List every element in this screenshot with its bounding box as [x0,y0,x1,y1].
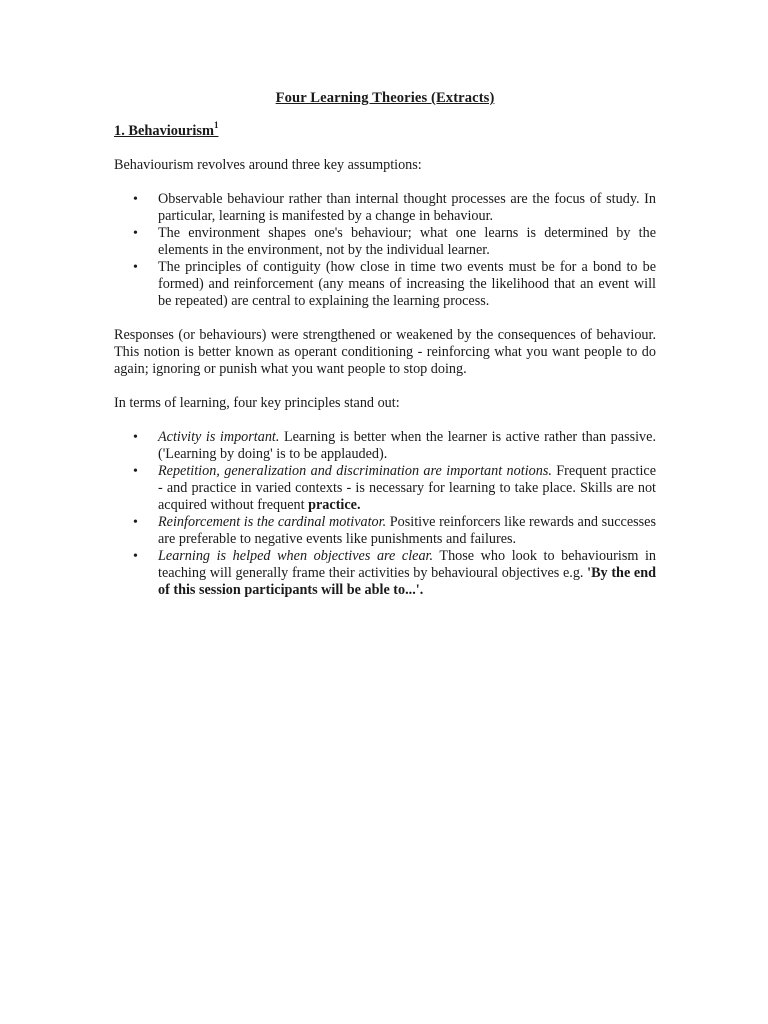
bullet-icon: • [133,515,138,530]
principle-lead: Learning is helped when objectives are clear. [158,548,434,564]
bullet-icon: • [133,464,138,479]
bullet-icon: • [133,549,138,564]
assumptions-intro: Behaviourism revolves around three key assumptions: [114,157,422,173]
bullet-icon: • [133,192,138,207]
footnote-marker: 1 [213,120,219,131]
principles-list [114,429,656,599]
principle-text: Frequent practice - and practice in varied contexts - is necessary for learning to take place. Skills are not acquired without frequent [158,463,656,513]
document-title: Four Learning Theories (Extracts) [275,90,495,106]
list-item [114,225,656,259]
principle-text: Learning is better when the learner is active rather than passive. ('Learning by doing' is to be applauded). [158,429,656,462]
list-item [114,191,656,225]
list-item [114,463,656,514]
principle-text: Those who look to behaviourism in teaching will generally frame their activities by behavioural objectives e.g. [158,548,657,581]
assumption-text: Observable behaviour rather than internal thought processes are the focus of study. In particular, learning is manifested by a change in behaviour. [158,191,656,224]
assumption-text: The environment shapes one's behaviour; what one learns is determined by the elements in the environment, not by the individual learner. [158,225,656,258]
principle-lead: Activity is important. [158,429,280,445]
principle-lead: Reinforcement is the cardinal motivator. [158,514,387,530]
section-heading-behaviourism [114,120,656,140]
list-item [114,548,656,599]
bullet-icon: • [133,226,138,241]
principle-lead: Repetition, generalization and discrimination are important notions. [158,463,552,479]
bullet-icon: • [133,260,138,275]
principle-text: Positive reinforcers like rewards and successes are preferable to negative events like punishments and failures. [158,514,656,547]
principle-bold-end: 'By the end of this session participants will be able to...'. [158,565,657,598]
principles-intro: In terms of learning, four key principles stand out: [114,395,400,411]
list-item [114,514,656,548]
principle-bold-end: practice. [308,497,361,513]
document-page [114,90,656,616]
list-item [114,429,656,463]
bullet-icon: • [133,430,138,445]
assumption-text: The principles of contiguity (how close in time two events must be for a bond to be formed) and reinforcement (any means of increasing the likelihood that an event will be repeated) are central to explaining the learning process. [158,259,656,309]
section-heading-text: 1. Behaviourism [114,123,214,139]
assumptions-list [114,191,656,310]
responses-paragraph: Responses (or behaviours) were strengthened or weakened by the consequences of behaviour. This notion is better known as operant conditioning - reinforcing what you want people to do again; ignoring or punish what you want people to stop doing. [114,327,656,377]
list-item [114,259,656,310]
